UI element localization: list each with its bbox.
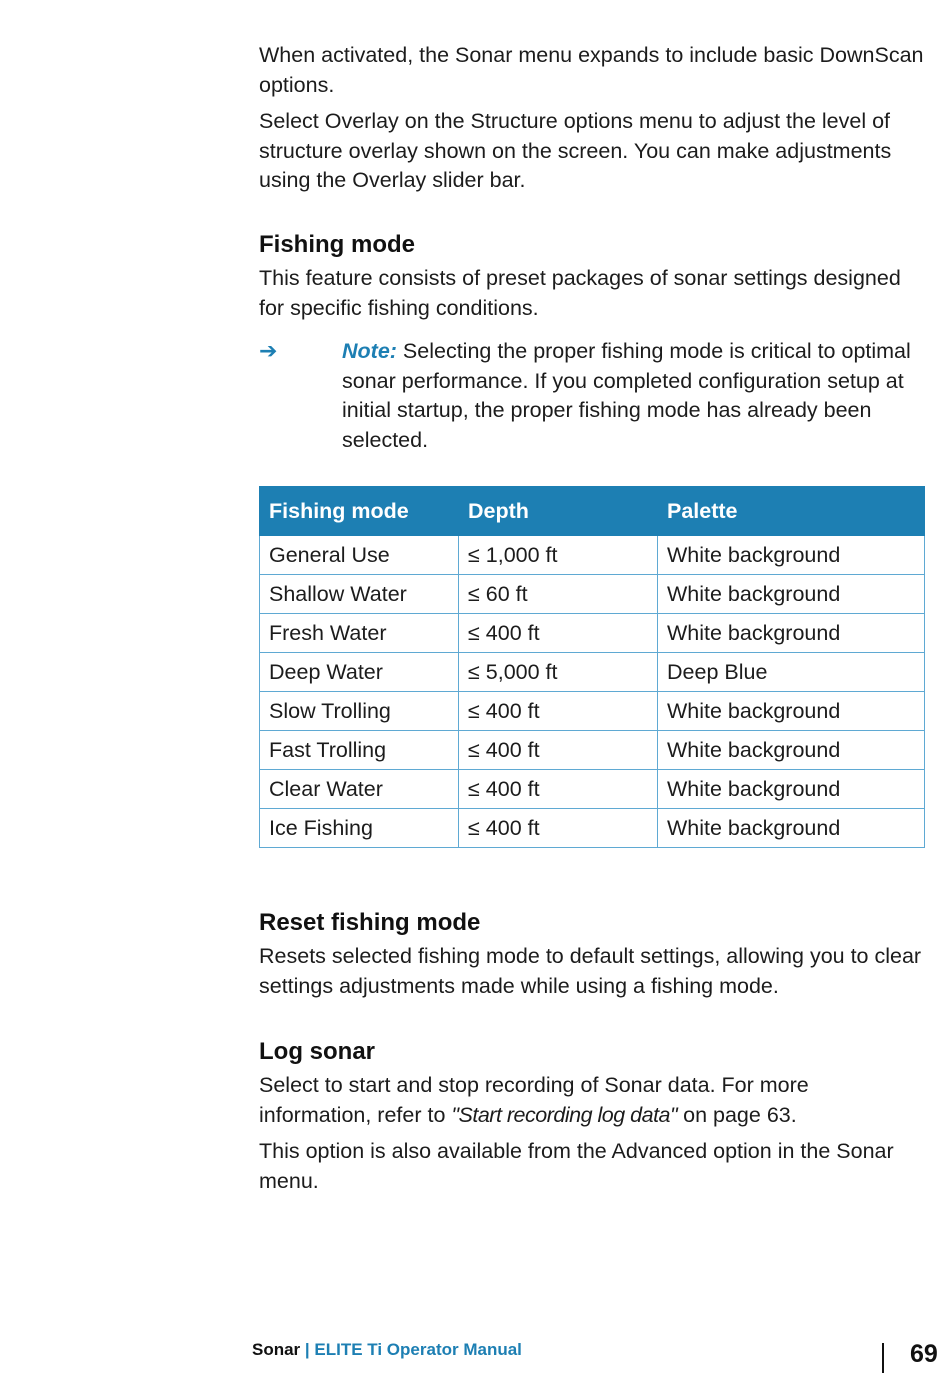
log-text-post: on page 63.	[677, 1102, 797, 1127]
mode-cell: Ice Fishing	[260, 809, 459, 848]
column-header-palette: Palette	[658, 487, 925, 536]
palette-cell: White background	[658, 575, 925, 614]
footer-section: Sonar	[252, 1340, 301, 1359]
reset-description: Resets selected fishing mode to default settings, allowing you to clear settings adjustments made while using a fishing mode.	[259, 944, 922, 998]
depth-cell: ≤ 5,000 ft	[459, 653, 658, 692]
log-text-pre: Select to start and stop recording of Sonar data. For more information, refer to	[259, 1073, 809, 1127]
depth-cell: ≤ 400 ft	[459, 809, 658, 848]
fishing-mode-description: This feature consists of preset packages of sonar settings designed for specific fishing conditions.	[259, 266, 901, 320]
depth-cell: ≤ 400 ft	[459, 692, 658, 731]
note-text	[342, 337, 927, 455]
column-header-fishing-mode: Fishing mode	[260, 487, 459, 536]
footer-separator: |	[300, 1340, 315, 1359]
mode-cell: Fresh Water	[260, 614, 459, 653]
reset-section	[259, 908, 927, 1001]
note-body: Selecting the proper fishing mode is critical to optimal sonar performance. If you completed configuration setup at initial startup, the proper fishing mode has already been selected.	[342, 339, 911, 452]
page-reference-link[interactable]: "Start recording log data"	[451, 1102, 678, 1127]
fishing-mode-section	[259, 230, 927, 323]
table-row	[260, 692, 925, 731]
fishing-mode-heading: Fishing mode	[259, 231, 415, 258]
page-number: 69	[910, 1340, 938, 1368]
column-header-depth: Depth	[459, 487, 658, 536]
log-sonar-section	[259, 1037, 927, 1196]
table-row	[260, 809, 925, 848]
intro-section	[259, 41, 927, 196]
mode-cell: Shallow Water	[260, 575, 459, 614]
page-footer	[252, 1340, 522, 1360]
intro-paragraph-1: When activated, the Sonar menu expands to include basic DownScan options.	[259, 43, 924, 97]
table-row	[260, 614, 925, 653]
table-row	[260, 731, 925, 770]
palette-cell: White background	[658, 809, 925, 848]
note-label: Note:	[342, 339, 397, 363]
palette-cell: White background	[658, 770, 925, 809]
depth-cell: ≤ 400 ft	[459, 614, 658, 653]
palette-cell: White background	[658, 614, 925, 653]
table-row	[260, 536, 925, 575]
palette-cell: White background	[658, 536, 925, 575]
palette-cell: Deep Blue	[658, 653, 925, 692]
mode-cell: Fast Trolling	[260, 731, 459, 770]
log-sonar-description	[259, 1071, 927, 1130]
palette-cell: White background	[658, 692, 925, 731]
table-header-row	[260, 487, 925, 536]
mode-cell: General Use	[260, 536, 459, 575]
mode-cell: Deep Water	[260, 653, 459, 692]
page-number-divider	[882, 1343, 884, 1373]
palette-cell: White background	[658, 731, 925, 770]
intro-paragraph-2: Select Overlay on the Structure options menu to adjust the level of structure overlay shown on the screen. You can make adjustments using the Overlay slider bar.	[259, 109, 892, 192]
reset-heading: Reset fishing mode	[259, 909, 481, 936]
footer-manual-title: ELITE Ti Operator Manual	[314, 1340, 522, 1359]
fishing-mode-table	[259, 486, 925, 848]
depth-cell: ≤ 400 ft	[459, 770, 658, 809]
mode-cell: Slow Trolling	[260, 692, 459, 731]
depth-cell: ≤ 1,000 ft	[459, 536, 658, 575]
table-row	[260, 575, 925, 614]
table-row	[260, 770, 925, 809]
arrow-right-icon: ➔	[259, 338, 278, 363]
log-sonar-note: This option is also available from the Advanced option in the Sonar menu.	[259, 1139, 894, 1193]
table-row	[260, 653, 925, 692]
depth-cell: ≤ 400 ft	[459, 731, 658, 770]
log-sonar-heading: Log sonar	[259, 1038, 376, 1065]
depth-cell: ≤ 60 ft	[459, 575, 658, 614]
mode-cell: Clear Water	[260, 770, 459, 809]
